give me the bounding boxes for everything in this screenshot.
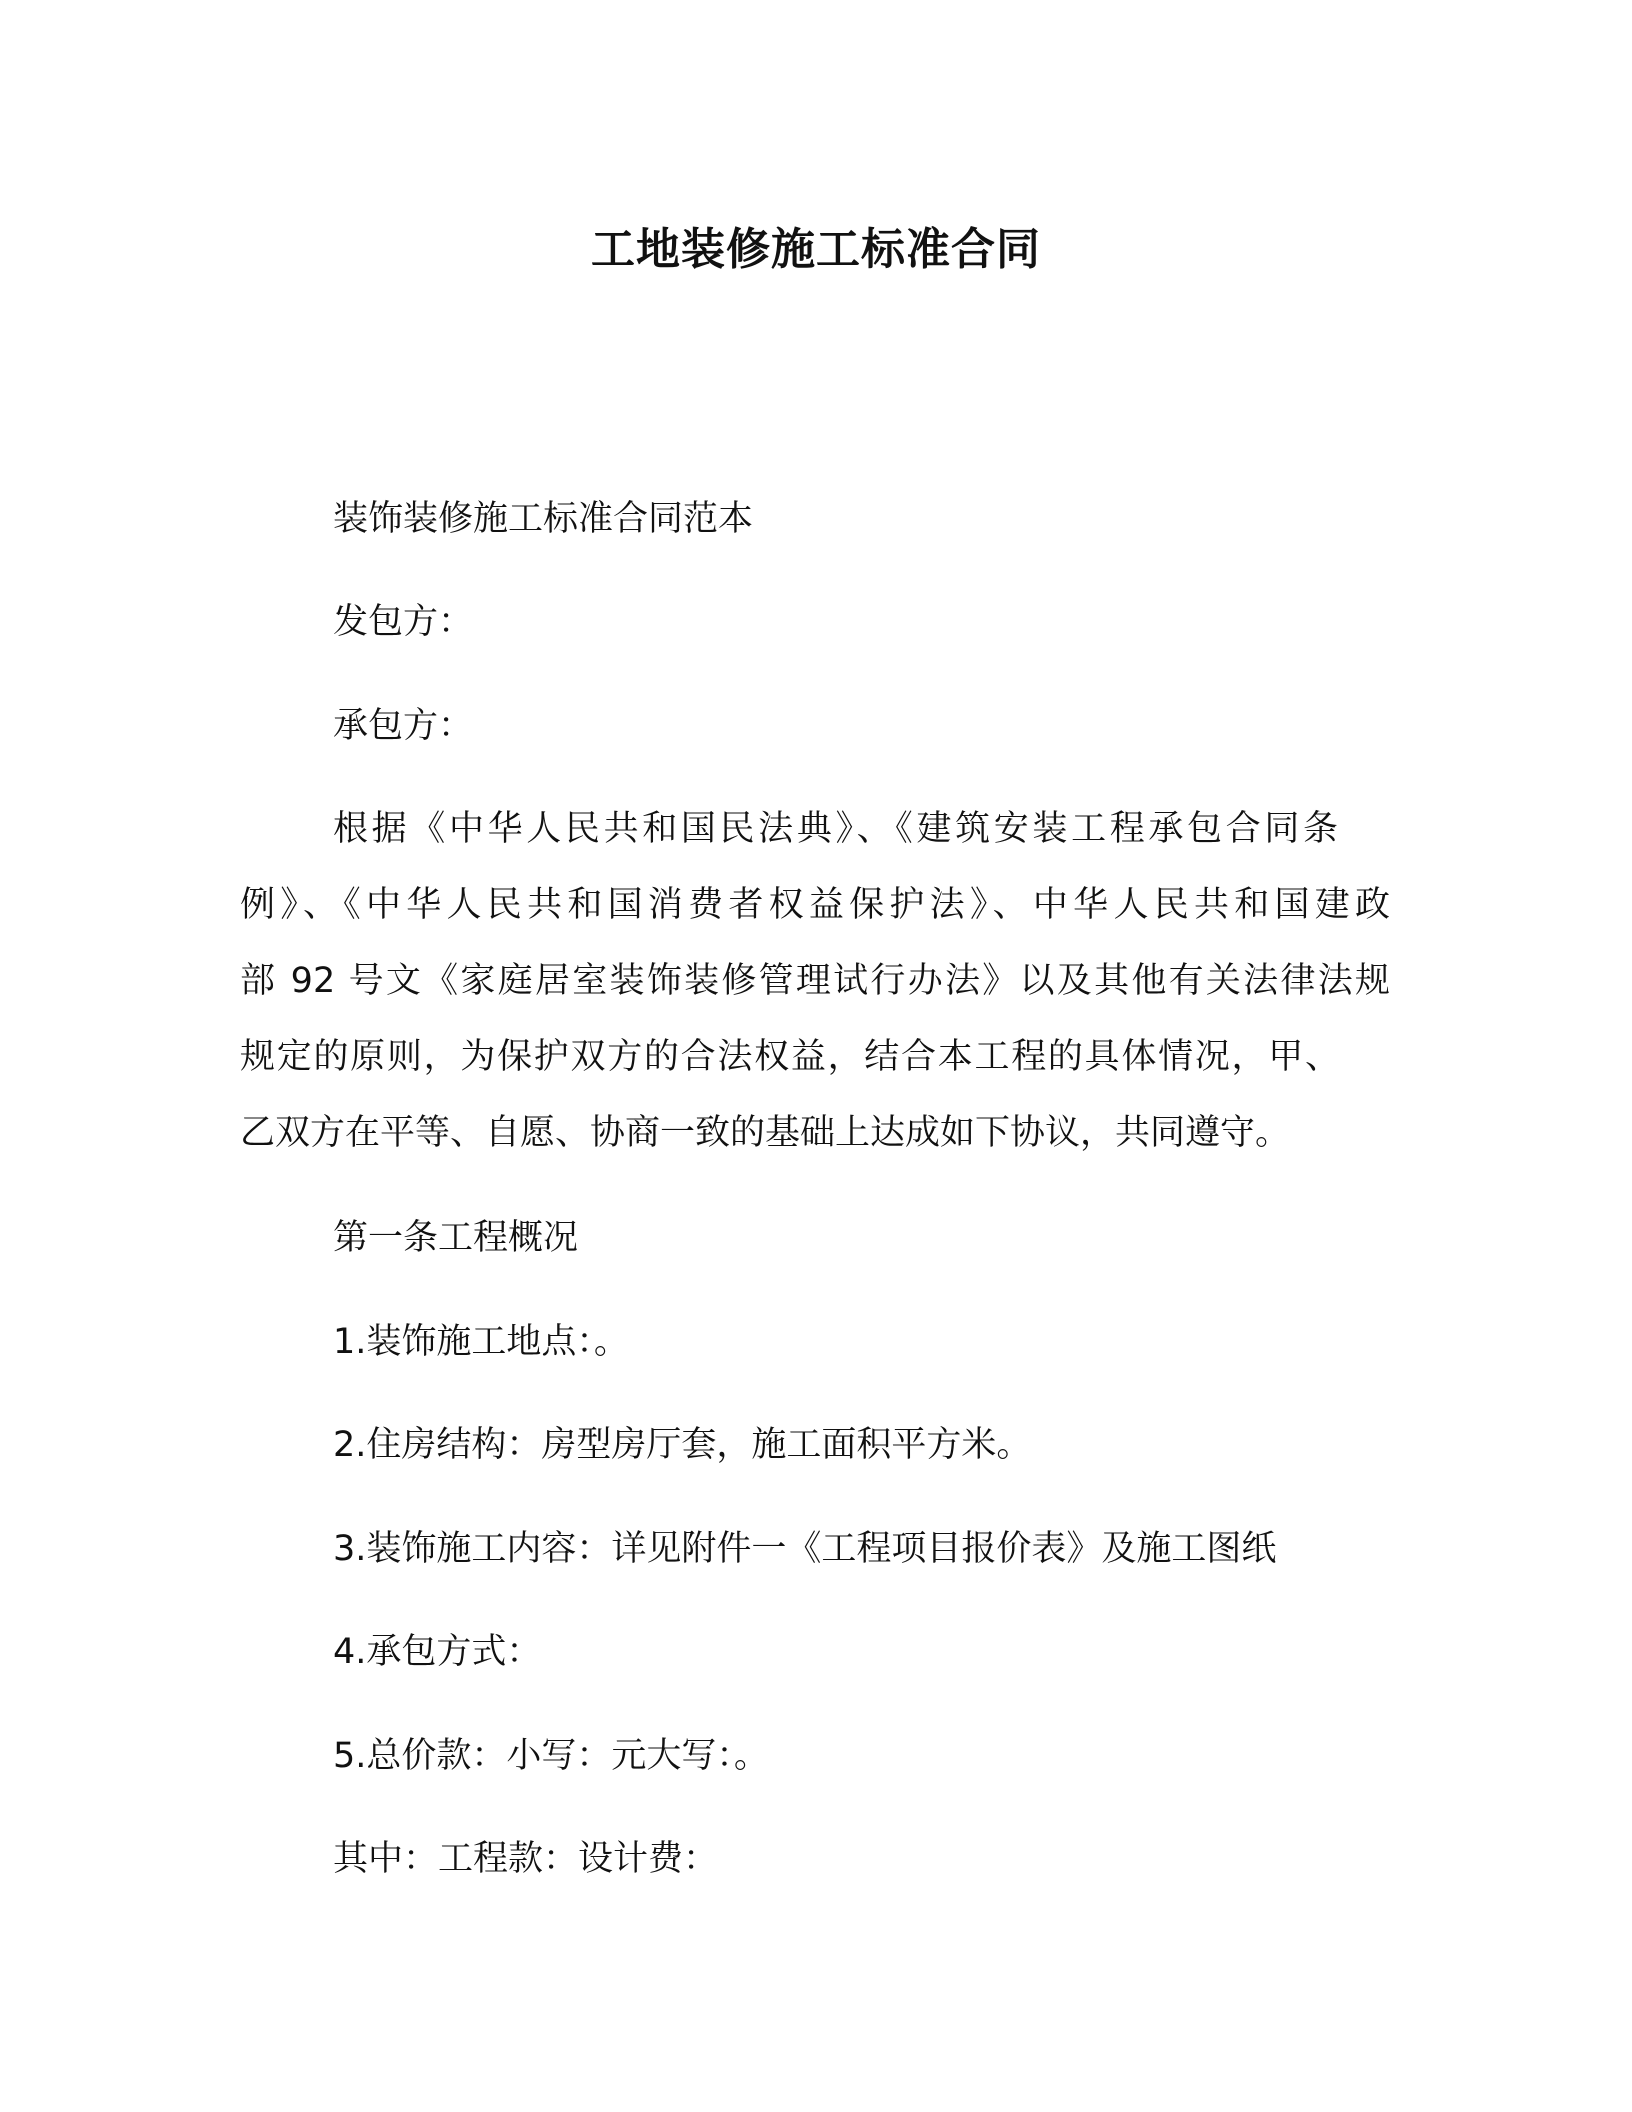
document-title: 工地装修施工标准合同 xyxy=(591,224,1041,275)
preamble-line-2: 例》、《中华人民共和国消费者权益保护法》、中华人民共和国建政 xyxy=(240,885,1390,925)
preamble-line-5: 乙双方在平等、自愿、协商一致的基础上达成如下协议，共同遵守。 xyxy=(240,1113,1291,1153)
contract-subtitle: 装饰装修施工标准合同范本 xyxy=(333,499,754,539)
party-b-label: 承包方： xyxy=(333,706,474,746)
item-5-price: 5.总价款：小写：元大写：。 xyxy=(333,1736,769,1776)
preamble-line-1: 根据《中华人民共和国民法典》、《建筑安装工程承包合同条 xyxy=(333,809,1338,849)
item-3-content: 3.装饰施工内容：详见附件一《工程项目报价表》及施工图纸 xyxy=(333,1529,1277,1569)
item-2-structure: 2.住房结构：房型房厅套，施工面积平方米。 xyxy=(333,1425,1032,1465)
preamble-line-3: 部 92 号文《家庭居室装饰装修管理试行办法》以及其他有关法律法规 xyxy=(240,961,1390,1001)
party-a-label: 发包方： xyxy=(333,602,474,642)
price-breakdown: 其中：工程款：设计费： xyxy=(333,1839,719,1879)
article-1-heading: 第一条工程概况 xyxy=(333,1218,579,1258)
item-1-location: 1.装饰施工地点：。 xyxy=(333,1322,629,1362)
item-4-method: 4.承包方式： xyxy=(333,1632,542,1672)
preamble-line-4: 规定的原则，为保护双方的合法权益，结合本工程的具体情况，甲、 xyxy=(240,1037,1340,1077)
